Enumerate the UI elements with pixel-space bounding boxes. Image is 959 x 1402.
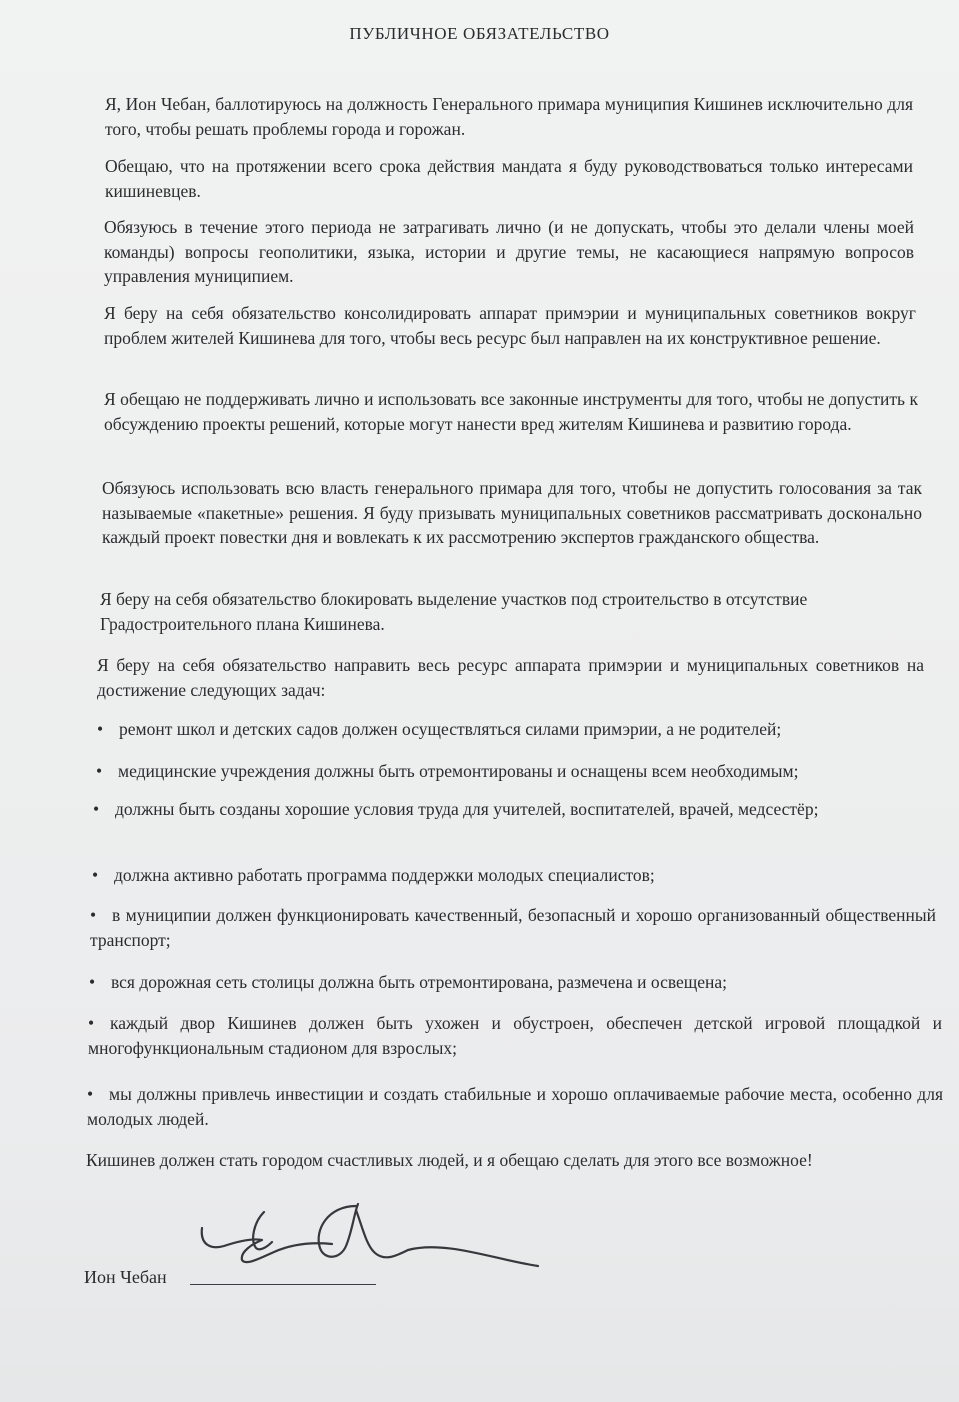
bullet-text: должны быть созданы хорошие условия труда для учителей, воспитателей, врачей, медсестёр; <box>115 799 819 819</box>
handwritten-signature <box>196 1200 546 1296</box>
bullet-dot: • <box>88 1013 95 1033</box>
paragraph-package-decisions: Обязуюсь использовать всю власть генерального примара для того, чтобы не допустить голосования за так называемые «пакетные» решения. Я буду призывать муниципальных советников рассматривать досконально каждый проект повестки дня и вовлекать к их рассмотрению экспертов гражданского общества. <box>102 478 922 547</box>
bullet-text: медицинские учреждения должны быть отремонтированы и оснащены всем необходимым; <box>118 761 799 781</box>
paragraph-candidacy: Я, Ион Чебан, баллотируюсь на должность Генерального примара муниципия Кишинев исключительно для того, чтобы решать проблемы города и горожан. <box>105 94 913 139</box>
bullet-text: мы должны привлечь инвестиции и создать стабильные и хорошо оплачиваемые рабочие места, особенно для молодых людей. <box>87 1084 943 1129</box>
bullet-text: вся дорожная сеть столицы должна быть отремонтирована, размечена и освещена; <box>111 972 727 992</box>
bullet-dot: • <box>97 719 104 739</box>
bullet-dot: • <box>90 905 97 925</box>
signature-stroke-letter-ch <box>319 1204 358 1257</box>
paragraph-block-harmful-decisions: Я обещаю не поддерживать лично и использовать все законные инструменты для того, чтобы не допустить к обсуждению проекты решений, которые могут нанести вред жителям Кишинева и развитию города. <box>104 389 918 434</box>
bullet-medical <box>96 759 928 784</box>
signature-line <box>190 1284 376 1285</box>
bullet-dot: • <box>93 799 100 819</box>
signatory-name: Ион Чебан <box>84 1267 167 1287</box>
bullet-text: должна активно работать программа поддержки молодых специалистов; <box>114 865 655 885</box>
bullet-transport <box>90 903 936 952</box>
bullet-roads <box>89 970 939 995</box>
paragraph-closing: Кишинев должен стать городом счастливых людей, и я обещаю сделать для этого все возможное! <box>86 1150 813 1170</box>
bullet-dot: • <box>96 761 103 781</box>
bullet-young-specialists <box>92 863 932 888</box>
paragraph-consolidate-apparatus: Я беру на себя обязательство консолидировать аппарат примэрии и муниципальных советников вокруг проблем жителей Кишинева для того, чтобы весь ресурс был направлен на их конструктивное решение. <box>104 303 916 348</box>
paragraph-no-geopolitics: Обязуюсь в течение этого периода не затрагивать лично (и не допускать, чтобы это делали члены моей команды) вопросы геополитики, языка, истории и другие темы, не касающиеся напрямую вопросов управления муниципием. <box>104 217 914 286</box>
bullet-text: каждый двор Кишинев должен быть ухожен и обустроен, обеспечен детской игровой площадкой и многофункциональным стадионом для взрослых; <box>88 1013 942 1058</box>
bullet-text: ремонт школ и детских садов должен осуществляться силами примэрии, а не родителей; <box>119 719 782 739</box>
bullet-schools <box>97 717 927 742</box>
bullet-dot: • <box>89 972 96 992</box>
bullet-dot: • <box>87 1084 94 1104</box>
bullet-text: в муниципии должен функционировать качественный, безопасный и хорошо организованный общественный транспорт; <box>90 905 936 950</box>
bullet-courtyards <box>88 1011 942 1060</box>
paragraph-urban-plan: Я беру на себя обязательство блокировать выделение участков под строительство в отсутствие Градостроительного плана Кишинева. <box>100 589 808 634</box>
bullet-investments <box>87 1082 943 1131</box>
bullet-working-conditions <box>93 797 933 822</box>
document-title: ПУБЛИЧНОЕ ОБЯЗАТЕЛЬСТВО <box>349 24 610 43</box>
paragraph-tasks-intro: Я беру на себя обязательство направить весь ресурс аппарата примэрии и муниципальных советников на достижение следующих задач: <box>97 655 924 700</box>
signature-stroke-tail <box>356 1210 538 1266</box>
paragraph-mandate-promise: Обещаю, что на протяжении всего срока действия мандата я буду руководствоваться только интересами кишиневцев. <box>105 156 913 201</box>
bullet-dot: • <box>92 865 99 885</box>
